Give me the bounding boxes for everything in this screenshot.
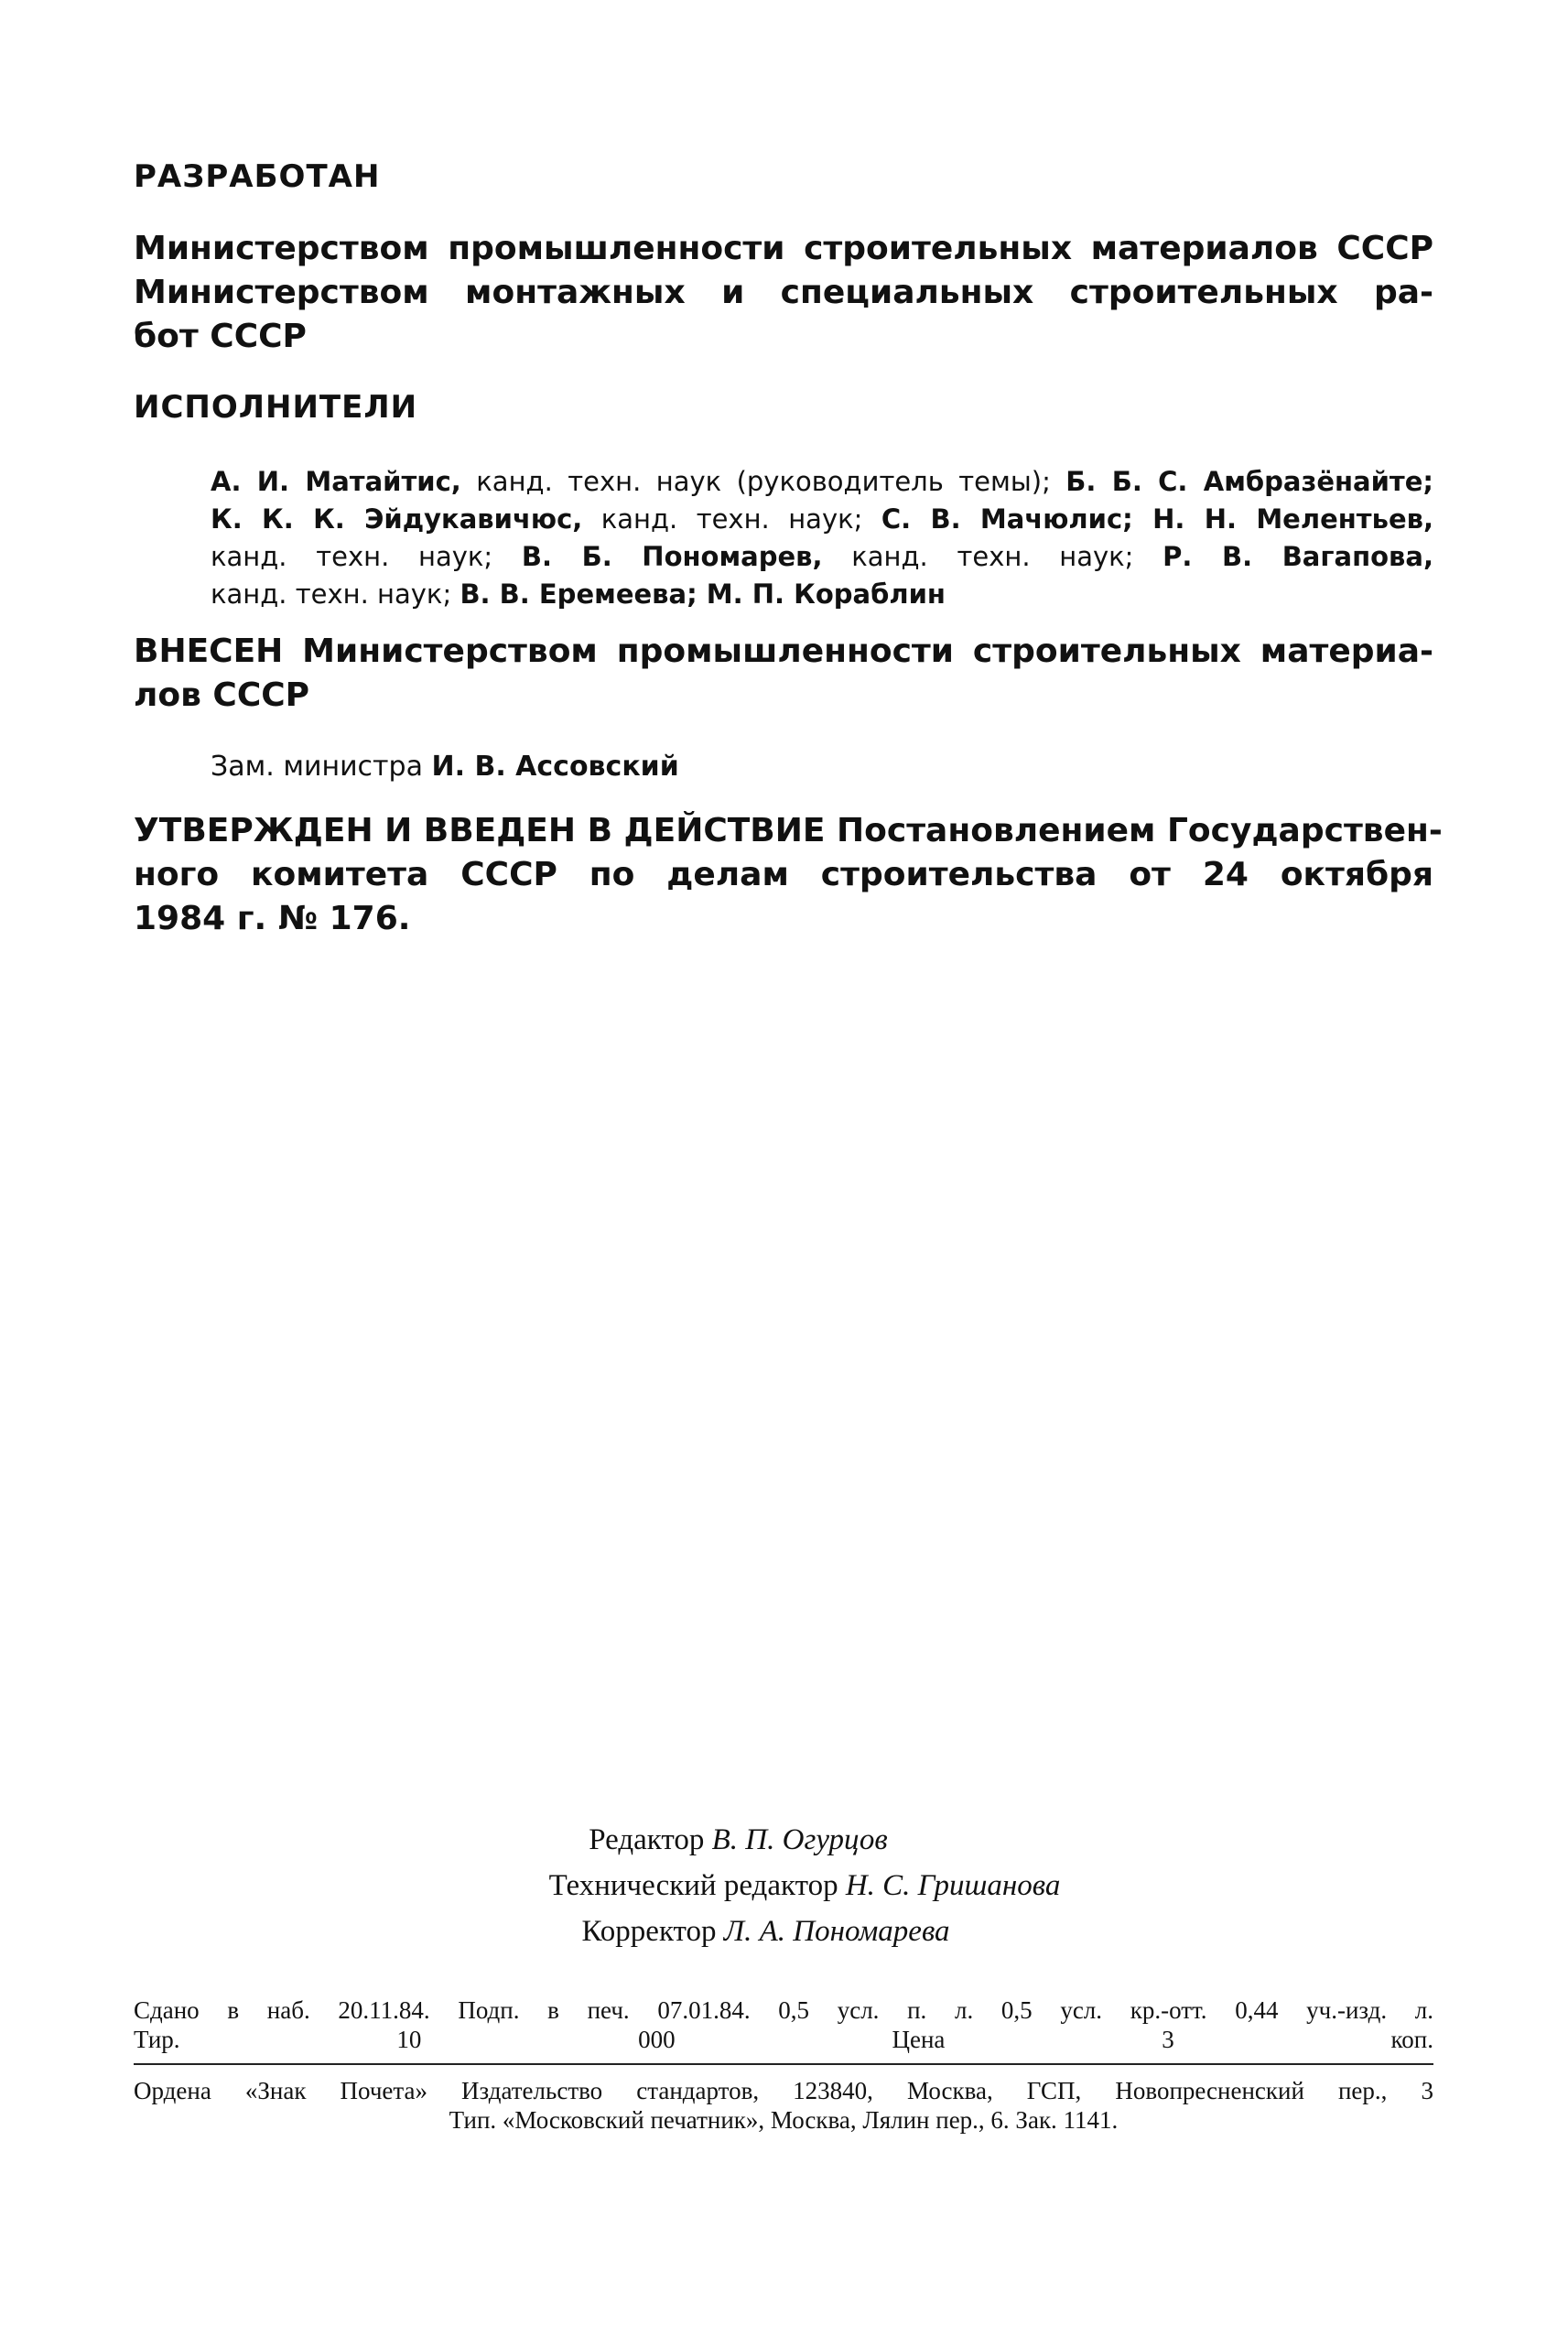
performer-title: канд. техн. наук (руководитель темы); [460, 466, 1066, 497]
print-details-line-1: Сдано в наб. 20.11.84. Подп. в печ. 07.01.84. 0,5 усл. п. л. 0,5 усл. кр.-отт. 0,44 уч.-изд. л. [134, 1996, 1433, 2024]
developed-line-3: бот СССР [134, 318, 307, 355]
approved-text [134, 809, 1443, 941]
publisher-line-2: Тип. «Московский печатник», Москва, Лялин пер., 6. Зак. 1141. [449, 2106, 1119, 2134]
developed-heading: РАЗРАБОТАН [134, 158, 381, 195]
editor-credit [0, 1817, 1568, 1863]
price: Цена 3 коп. [892, 2026, 1433, 2053]
performer-title: канд. техн. наук; [211, 541, 522, 572]
developed-line-1: Министерством промышленности строительных материалов СССР [134, 230, 1433, 267]
publisher-details [134, 2076, 1433, 2135]
performer-title: канд. техн. наук; [211, 579, 460, 610]
performers-row-2 [211, 501, 1433, 538]
performer-name: К. К. К. Эйдукавичюс, [211, 503, 583, 535]
developed-text [134, 227, 1433, 359]
proofreader-name: Л. А. Пономарева [723, 1915, 950, 1948]
approved-line-3: 1984 г. № 176. [134, 900, 411, 937]
introduced-text [134, 630, 1433, 718]
proofreader-label: Корректор [581, 1915, 724, 1948]
print-details [134, 1995, 1433, 2054]
performers-row-4 [211, 576, 1433, 613]
tech-editor-label: Технический редактор [548, 1869, 846, 1902]
performer-title: канд. техн. наук; [822, 541, 1163, 572]
editorial-credits [0, 1817, 1568, 1954]
performer-name: С. В. Мачюлис; Н. Н. Мелентьев, [881, 503, 1433, 535]
publisher-line-1: Ордена «Знак Почета» Издательство стандартов, 123840, Москва, ГСП, Новопресненский пер., 3 [134, 2077, 1433, 2104]
tech-editor-name: Н. С. Гришанова [845, 1869, 1061, 1902]
introduced-line-2: лов СССР [134, 676, 310, 714]
performers-row-1 [211, 463, 1433, 501]
deputy-minister [211, 751, 679, 783]
approved-line-1: УТВЕРЖДЕН И ВВЕДЕН В ДЕЙСТВИЕ Постановлением Государствен- [134, 812, 1443, 849]
performer-name: Б. Б. С. Амбразёнайте; [1065, 466, 1433, 497]
imprint-divider [134, 2063, 1433, 2065]
editor-name: В. П. Огурцов [711, 1823, 888, 1856]
performer-name: В. В. Еремеева; М. П. Кораблин [460, 579, 946, 610]
performer-name: А. И. Матайтис, [211, 466, 461, 497]
introduced-line-1: ВНЕСЕН Министерством промышленности строительных материа- [134, 633, 1433, 670]
performer-name: Р. В. Вагапова, [1162, 541, 1433, 572]
approved-line-2: ного комитета СССР по делам строительства от 24 октября [134, 856, 1433, 893]
performer-name: В. Б. Пономарев, [521, 541, 823, 572]
tech-editor-credit [41, 1863, 1568, 1909]
editor-label: Редактор [589, 1823, 712, 1856]
developed-line-2: Министерством монтажных и специальных строительных ра- [134, 274, 1433, 311]
print-details-line-2 [134, 2025, 1433, 2054]
performers-row-3 [211, 538, 1433, 576]
performers-list [211, 463, 1433, 613]
proofreader-credit [0, 1909, 1568, 1954]
print-run: Тир. 10 000 [134, 2026, 676, 2053]
deputy-label: Зам. министра [211, 751, 432, 783]
deputy-name: И. В. Ассовский [431, 751, 679, 783]
performer-title: канд. техн. наук; [582, 503, 881, 535]
performers-heading: ИСПОЛНИТЕЛИ [134, 389, 418, 426]
